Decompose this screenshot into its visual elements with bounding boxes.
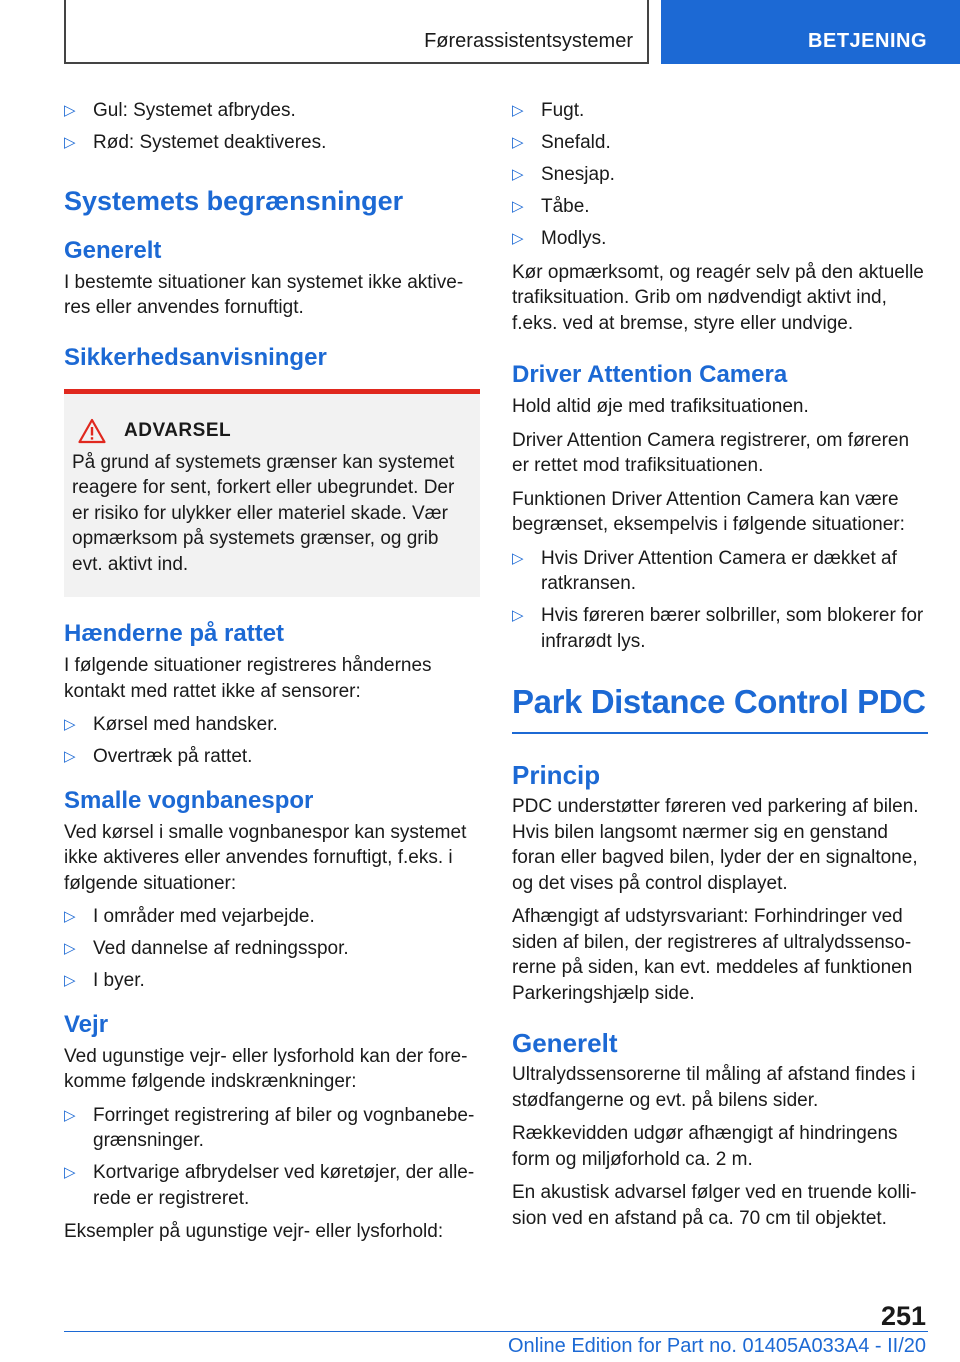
header-section-tab xyxy=(661,0,960,64)
heading-safety: Sikkerhedsanvisninger xyxy=(64,343,327,371)
triangle-bullet-icon: ▷ xyxy=(512,166,524,183)
warning-triangle-icon xyxy=(78,418,106,444)
list-item: ▷ Snesjap. xyxy=(512,162,928,188)
camera-list xyxy=(512,546,928,655)
heading-general: Generelt xyxy=(64,236,162,264)
heading-principle: Princip xyxy=(512,760,601,790)
triangle-bullet-icon: ▷ xyxy=(64,908,76,925)
list-item: ▷ Gul: Systemet afbrydes. xyxy=(64,98,480,124)
heading-general-pdc: Generelt xyxy=(512,1028,618,1058)
warning-header xyxy=(72,418,470,444)
list-item: ▷ Overtræk på rattet. xyxy=(64,744,480,770)
warning-text: På grund af systemets grænser kan systemet reagere for sent, forkert eller ubegrundet. Der er risiko for ulykker eller materiel skade. Vær opmærksom på systemets grænser, og grib evt. aktivt ind. xyxy=(72,451,455,575)
triangle-bullet-icon: ▷ xyxy=(64,716,76,733)
list-item: ▷ Snefald. xyxy=(512,130,928,156)
camera-text-3: Funktionen Driver Attention Camera kan være begrænset, eksempelvis i følgende situationer: xyxy=(512,488,905,535)
triangle-bullet-icon: ▷ xyxy=(512,102,524,119)
heading-lanes: Smalle vognbanespor xyxy=(64,786,314,814)
right-column xyxy=(512,98,928,1239)
triangle-bullet-icon: ▷ xyxy=(512,198,524,215)
triangle-bullet-icon: ▷ xyxy=(64,102,76,119)
triangle-bullet-icon: ▷ xyxy=(512,230,524,247)
triangle-bullet-icon: ▷ xyxy=(64,1164,76,1181)
general-pdc-text-2: Rækkevidden udgør afhængigt af hindringens form og miljøforhold ca. 2 m. xyxy=(512,1123,898,1170)
list-item: ▷ I områder med vejarbejde. xyxy=(64,904,480,930)
triangle-bullet-icon: ▷ xyxy=(64,940,76,957)
list-item: ▷ Fugt. xyxy=(512,98,928,124)
lanes-text: Ved kørsel i smalle vognbanespor kan systemet ikke aktiveres eller anvendes fornuftigt, f.eks. i følgende situationer: xyxy=(64,821,467,894)
weather-list xyxy=(64,1103,480,1212)
list-item: ▷ Kortvarige afbrydelser ved køretøjer, der alle- rede er registreret. xyxy=(64,1162,475,1209)
section-title: Systemets begrænsninger xyxy=(64,185,404,216)
header-section-label: BETJENING xyxy=(808,30,927,52)
triangle-bullet-icon: ▷ xyxy=(512,134,524,151)
principle-text-1: PDC understøtter føreren ved parkering af bilen. Hvis bilen langsomt nærmer sig en genstand foran eller bagved bilen, lyder der en signaltone, og det vises på control displayet. xyxy=(512,796,919,894)
weather-examples: Eksempler på ugunstige vejr- eller lysforhold: xyxy=(64,1221,444,1242)
weather-conditions-list xyxy=(512,98,928,252)
triangle-bullet-icon: ▷ xyxy=(512,607,524,624)
list-item: ▷ Modlys. xyxy=(512,226,928,252)
list-item: ▷ Ved dannelse af redningsspor. xyxy=(64,936,480,962)
hands-text: I følgende situationer registreres håndernes kontakt med rattet ikke af sensorer: xyxy=(64,655,432,702)
heading-camera: Driver Attention Camera xyxy=(512,361,788,388)
attention-text: Kør opmærksomt, og reagér selv på den aktuelle trafiksituation. Grib om nødvendigt aktivt ind, f.eks. ved at bremse, styre eller undvige. xyxy=(512,261,924,334)
camera-text-2: Driver Attention Camera registrerer, om føreren er rettet mod trafiksituationen. xyxy=(512,429,910,476)
general-pdc-text-3: En akustisk advarsel følger ved en truende kolli- sion ved en afstand på ca. 70 cm til objektet. xyxy=(512,1182,917,1229)
triangle-bullet-icon: ▷ xyxy=(64,972,76,989)
warning-title: ADVARSEL xyxy=(124,419,232,441)
header-title-box xyxy=(64,0,649,64)
list-item: ▷ Hvis Driver Attention Camera er dækket af ratkransen. xyxy=(512,547,897,594)
list-item: ▷ Rød: Systemet deaktiveres. xyxy=(64,130,480,156)
list-item: ▷ Hvis føreren bærer solbriller, som blokerer for infrarødt lys. xyxy=(512,605,924,652)
general-text: I bestemte situationer kan systemet ikke aktive- res eller anvendes fornuftigt. xyxy=(64,271,464,318)
hands-list xyxy=(64,712,480,770)
principle-text-2: Afhængigt af udstyrsvariant: Forhindringer ved siden af bilen, der registreres af ultralydssenso- rerne på siden, kan evt. meddeles af funktionen Parkeringshjælp side. xyxy=(512,906,913,1004)
pdc-heading: Park Distance Control PDC xyxy=(512,682,928,734)
lanes-list xyxy=(64,904,480,994)
list-item: ▷ Kørsel med handsker. xyxy=(64,712,480,738)
triangle-bullet-icon: ▷ xyxy=(64,1106,76,1124)
list-item: ▷ I byer. xyxy=(64,968,480,994)
heading-weather: Vejr xyxy=(64,1010,109,1038)
left-column xyxy=(64,98,480,1253)
list-item: ▷ Forringet registrering af biler og vognbanebe- grænsninger. xyxy=(64,1104,475,1151)
header-title: Førerassistentsystemer xyxy=(424,30,633,52)
heading-hands: Hænderne på rattet xyxy=(64,620,285,647)
footer-edition: Online Edition for Part no. 01405A033A4 - II/20 xyxy=(507,1335,926,1357)
page-number: 251 xyxy=(880,1301,926,1331)
status-list xyxy=(64,98,480,156)
list-item: ▷ Tåbe. xyxy=(512,194,928,220)
triangle-bullet-icon: ▷ xyxy=(512,549,524,567)
general-pdc-text-1: Ultralydssensorerne til måling af afstand findes i stødfangerne og evt. på bilens sider. xyxy=(512,1064,916,1111)
footer-divider xyxy=(64,1331,928,1332)
warning-box xyxy=(64,389,480,598)
weather-text: Ved ugunstige vejr- eller lysforhold kan der fore- komme følgende indskrænkninger: xyxy=(64,1045,468,1092)
triangle-bullet-icon: ▷ xyxy=(64,134,76,151)
camera-text-1: Hold altid øje med trafiksituationen. xyxy=(512,396,809,417)
triangle-bullet-icon: ▷ xyxy=(64,748,76,765)
